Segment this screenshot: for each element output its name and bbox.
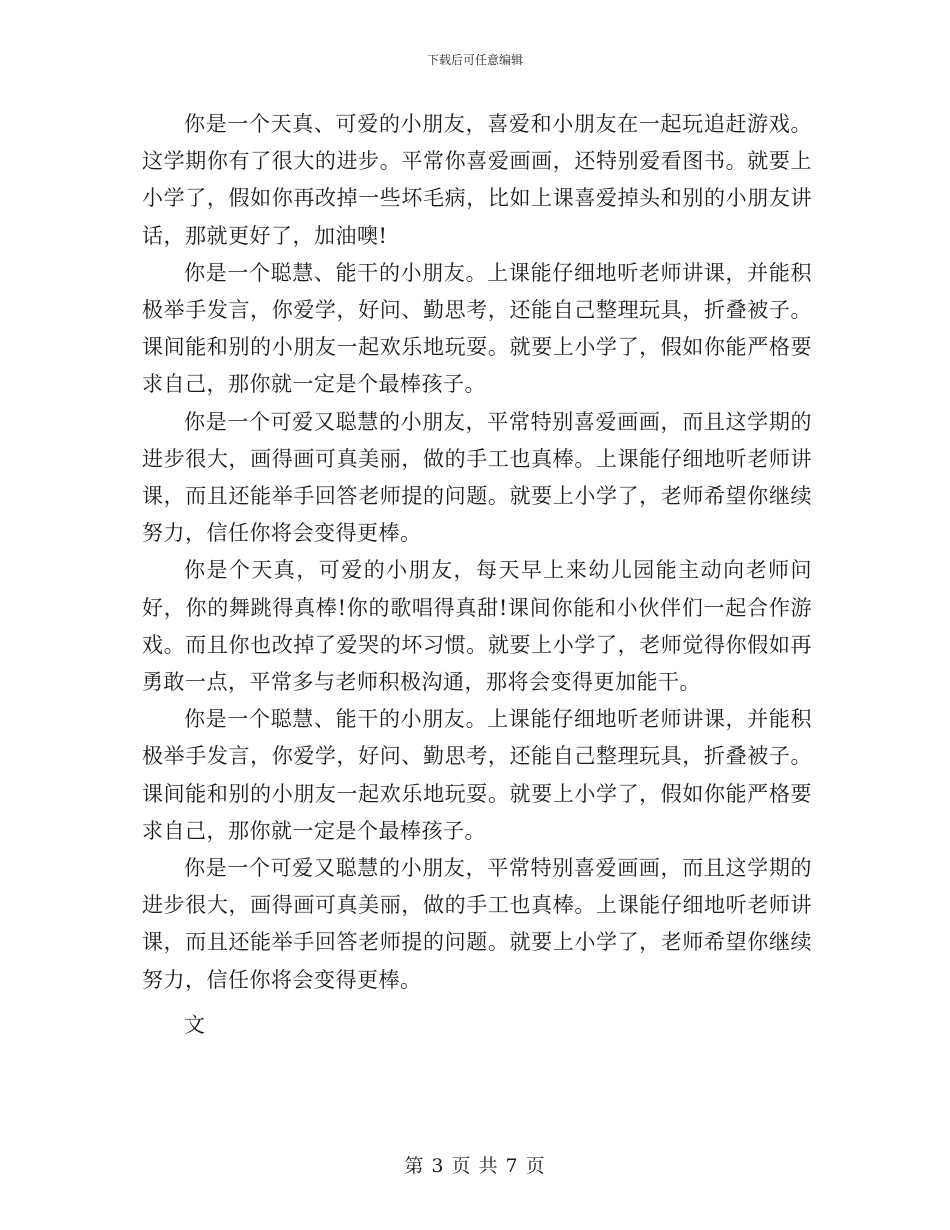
- paragraph-2: 你是一个聪慧、能干的小朋友。上课能仔细地听老师讲课，并能积极举手发言，你爱学，好问、勤思考，还能自己整理玩具，折叠被子。课间能和别的小朋友一起欢乐地玩耍。就要上小学了，假如你能严格要求自己，那你就一定是个最棒孩子。: [142, 260, 812, 397]
- page-header-note: 下载后可任意编辑: [426, 53, 523, 67]
- page-number: 第 3 页 共 7 页: [404, 1155, 546, 1177]
- document-body: [142, 106, 812, 1044]
- paragraph-5: 你是一个聪慧、能干的小朋友。上课能仔细地听老师讲课，并能积极举手发言，你爱学，好问、勤思考，还能自己整理玩具，折叠被子。课间能和别的小朋友一起欢乐地玩耍。就要上小学了，假如你能严格要求自己，那你就一定是个最棒孩子。: [142, 707, 812, 843]
- paragraph-6: 你是一个可爱又聪慧的小朋友，平常特别喜爱画画，而且这学期的进步很大，画得画可真美丽，做的手工也真棒。上课能仔细地听老师讲课，而且还能举手回答老师提的问题。就要上小学了，老师希望你继续努力，信任你将会变得更棒。: [142, 856, 812, 992]
- paragraph-7-fragment: 文: [184, 1012, 206, 1037]
- paragraph-1: 你是一个天真、可爱的小朋友，喜爱和小朋友在一起玩追赶游戏。这学期你有了很大的进步。平常你喜爱画画，还特别爱看图书。就要上小学了，假如你再改掉一些坏毛病，比如上课喜爱掉头和别的小朋友讲话，那就更好了，加油噢!: [142, 112, 812, 248]
- paragraph-3: 你是一个可爱又聪慧的小朋友，平常特别喜爱画画，而且这学期的进步很大，画得画可真美丽，做的手工也真棒。上课能仔细地听老师讲课，而且还能举手回答老师提的问题。就要上小学了，老师希望你继续努力，信任你将会变得更棒。: [142, 409, 812, 546]
- paragraph-4: 你是个天真，可爱的小朋友，每天早上来幼儿园能主动向老师问好，你的舞跳得真棒!你的歌唱得真甜!课间你能和小伙伴们一起合作游戏。而且你也改掉了爱哭的坏习惯。就要上小学了，老师觉得你假如再勇敢一点，平常多与老师积极沟通，那将会变得更加能干。: [142, 558, 812, 695]
